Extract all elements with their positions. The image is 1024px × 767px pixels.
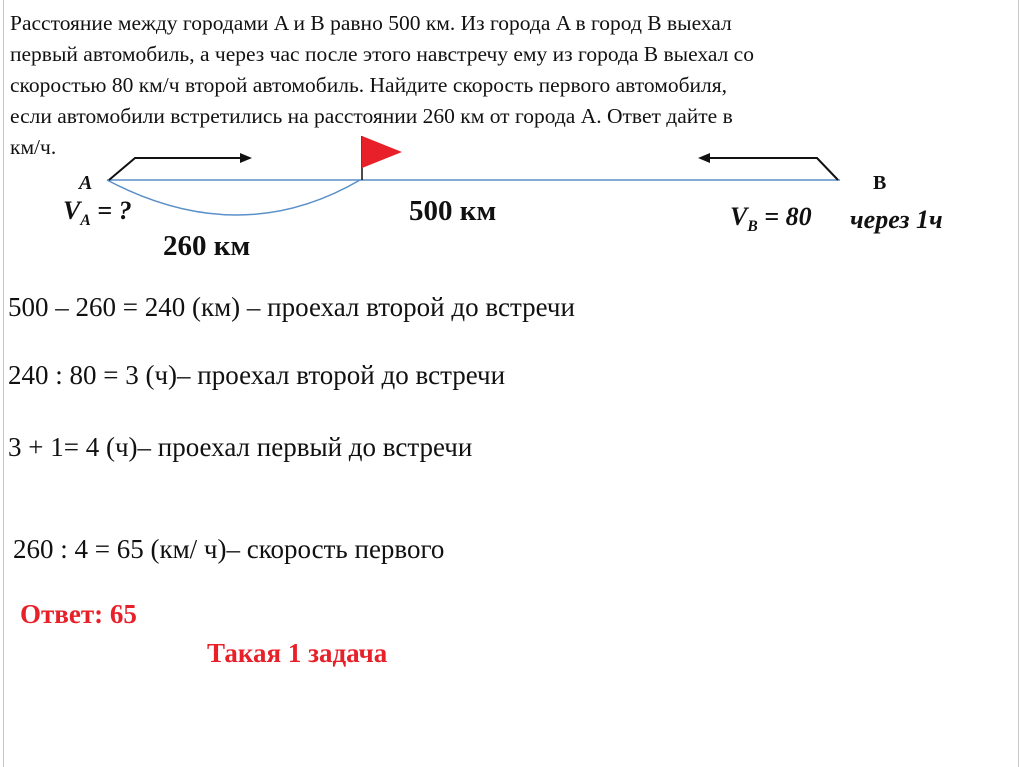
city-b-label: B (873, 172, 887, 194)
arrow-left-head (698, 153, 710, 163)
answer-text: Ответ: 65 (20, 599, 137, 629)
solution-step: 3 + 1= 4 (ч)– проехал первый до встречи (8, 432, 473, 462)
speed-a-label (63, 196, 132, 230)
car-b-arrow (705, 158, 838, 180)
problem-line: км/ч. (10, 135, 57, 159)
distance-arc (107, 180, 360, 215)
speed-b-value: = 80 (757, 202, 812, 231)
total-distance-label: 500 км (409, 195, 497, 227)
route-diagram (0, 0, 1024, 300)
problem-line: Расстояние между городами A и B равно 500 км. Из города A в город B выехал (10, 11, 732, 35)
problem-line: скоростью 80 км/ч второй автомобиль. Найдите скорость первого автомобиля, (10, 73, 728, 97)
meeting-flag-icon (362, 136, 402, 168)
city-a-label: A (79, 172, 93, 194)
speed-b-label (730, 202, 812, 236)
delay-label: через 1ч (850, 205, 943, 234)
problem-line: первый автомобиль, а через час после этого навстречу ему из города B выехал со (10, 42, 754, 66)
speed-a-letter: V (63, 196, 81, 225)
solution-step: 500 – 260 = 240 (км) – проехал второй до встречи (8, 292, 575, 322)
meeting-distance-label: 260 км (163, 230, 251, 262)
speed-a-value: = ? (90, 196, 132, 225)
car-a-arrow (109, 158, 245, 180)
speed-a-subscript: A (80, 212, 91, 230)
speed-b-letter: V (730, 202, 748, 231)
problem-line: если автомобили встретились на расстоянии 260 км от города A. Ответ дайте в (10, 104, 733, 128)
solution-step: 260 : 4 = 65 (км/ ч)– скорость первого (13, 534, 445, 564)
speed-b-subscript: B (747, 218, 758, 236)
note-text: Такая 1 задача (207, 638, 388, 668)
arrow-right-head (240, 153, 252, 163)
solution-step: 240 : 80 = 3 (ч)– проехал второй до встречи (8, 360, 506, 390)
